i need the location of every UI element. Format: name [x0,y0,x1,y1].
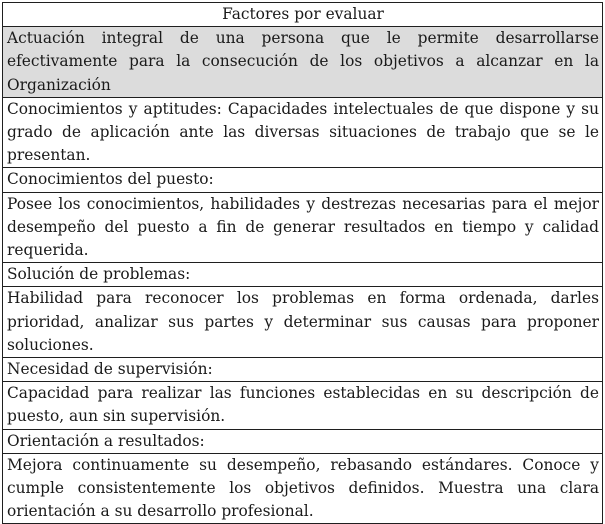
table-row [3,453,603,524]
intro-row [3,27,603,98]
factor-label: Orientación a resultados: [3,429,603,453]
table-row [3,168,603,192]
factor-description: Mejora continuamente su desempeño, rebasando estándares. Conoce y cumple consistentemente los objetivos definidos. Muestra una clara orientación a su desarrollo profesional. [3,453,603,524]
document-page [2,2,603,524]
factor-label: Conocimientos del puesto: [3,168,603,192]
header-row [3,3,603,27]
table-row [3,429,603,453]
factor-label: Solución de problemas: [3,263,603,287]
factor-description: Conocimientos y aptitudes: Capacidades intelectuales de que dispone y su grado de aplicación ante las diversas situaciones de trabajo que se le presentan. [3,97,603,168]
table-header: Factores por evaluar [3,3,603,27]
table-row [3,97,603,168]
factor-label: Necesidad de supervisión: [3,358,603,382]
table-row [3,192,603,263]
table-row [3,382,603,429]
factor-description: Habilidad para reconocer los problemas en forma ordenada, darles prioridad, analizar sus partes y determinar sus causas para proponer soluciones. [3,287,603,358]
factor-description: Posee los conocimientos, habilidades y destrezas necesarias para el mejor desempeño del puesto a fin de generar resultados en tiempo y calidad requerida. [3,192,603,263]
table-row [3,287,603,358]
table-row [3,358,603,382]
factor-description: Capacidad para realizar las funciones establecidas en su descripción de puesto, aun sin supervisión. [3,382,603,429]
table-row [3,263,603,287]
factors-table [2,2,603,524]
intro-definition: Actuación integral de una persona que le permite desarrollarse efectivamente para la consecución de los objetivos a alcanzar en la Organización [3,27,603,98]
